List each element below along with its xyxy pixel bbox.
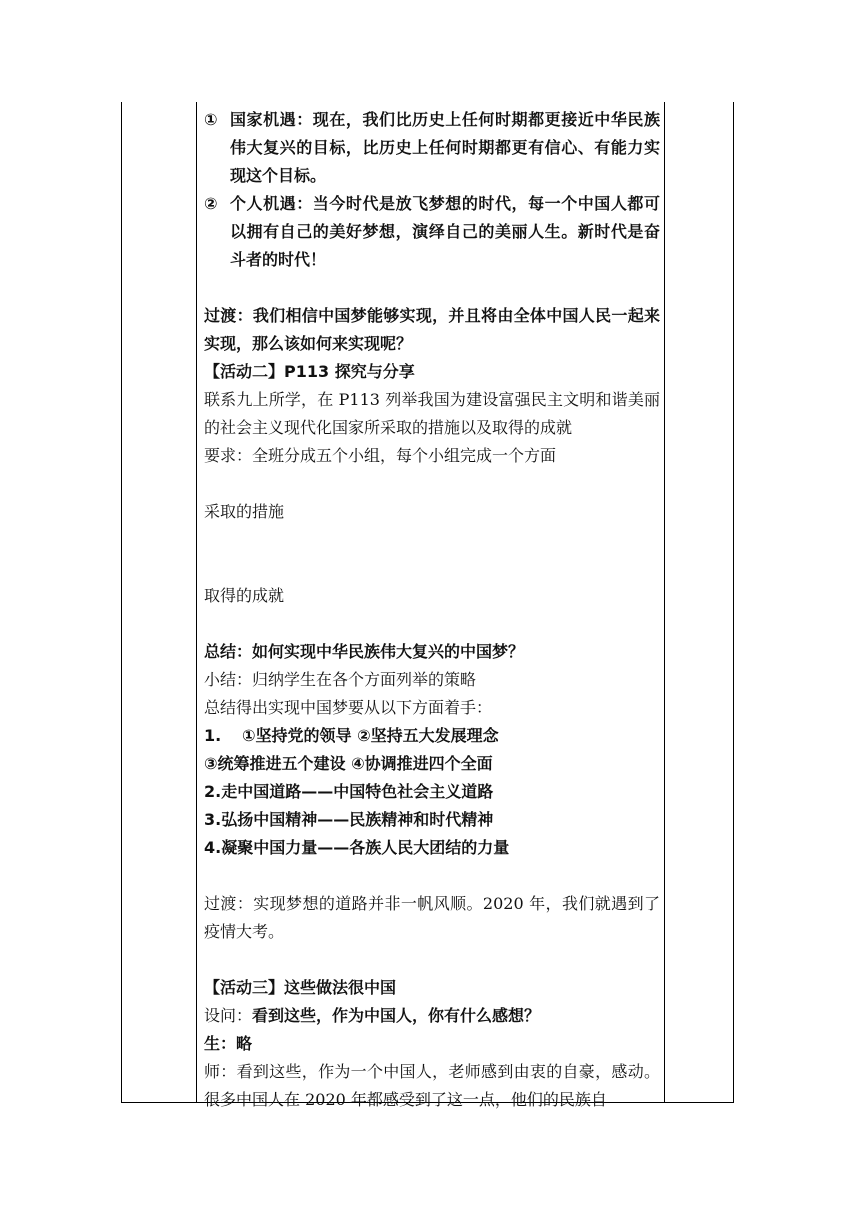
requirement-text: 要求：全班分成五个小组，每个小组完成一个方面 <box>204 446 557 465</box>
summary-lead: 总结得出实现中国梦要从以下方面着手： <box>204 698 493 717</box>
item-number: ② <box>204 194 218 213</box>
item-text: 个人机遇：当今时代是放飞梦想的时代，每一个中国人都可以拥有自己的美好梦想，演绎自己的美丽人生。新时代是奋斗者的时代！ <box>230 194 660 269</box>
question-label: 设问： <box>204 1006 253 1025</box>
point-1b-text: ③统筹推进五个建设 ④协调推进四个全面 <box>204 754 493 773</box>
student-response: 生：略 <box>204 1034 253 1053</box>
numbered-item-2 <box>204 190 660 274</box>
point-2-text: 2.走中国道路——中国特色社会主义道路 <box>204 782 494 801</box>
item-text: 国家机遇：现在，我们比历史上任何时期都更接近中华民族伟大复兴的目标，比历史上任何时期都更有信心、有能力实现这个目标。 <box>230 110 660 185</box>
lesson-content-cell <box>204 106 660 1114</box>
point-1 <box>204 722 660 750</box>
point-4-text: 4.凝聚中国力量——各族人民大团结的力量 <box>204 838 510 857</box>
question-text: 看到这些，作为中国人，你有什么感想？ <box>252 1006 541 1025</box>
point-3-text: 3.弘扬中国精神——民族精神和时代精神 <box>204 810 494 829</box>
activity-three-title: 【活动三】这些做法很中国 <box>204 978 397 997</box>
table-divider-1 <box>196 102 197 1103</box>
table-border-left <box>121 102 122 1103</box>
transition-text-2: 过渡：实现梦想的道路并非一帆风顺。2020 年，我们就遇到了疫情大考。 <box>204 894 660 941</box>
activity-two-description: 联系九上所学，在 P113 列举我国为建设富强民主文明和谐美丽的社会主义现代化国家所采取的措施以及取得的成就 <box>204 390 660 437</box>
item-number: ① <box>204 110 218 129</box>
summary-question: 总结：如何实现中华民族伟大复兴的中国梦？ <box>204 642 525 661</box>
numbered-item-1 <box>204 106 660 190</box>
table-border-right <box>733 102 734 1103</box>
point-1a-text: ①坚持党的领导 ②坚持五大发展理念 <box>242 726 499 745</box>
point-number: 1. <box>204 726 222 745</box>
teacher-response: 师：看到这些，作为一个中国人，老师感到由衷的自豪，感动。很多中国人在 2020 年都感受到了这一点，他们的民族自 <box>204 1062 660 1109</box>
transition-text: 过渡：我们相信中国梦能够实现，并且将由全体中国人民一起来实现，那么该如何来实现呢？ <box>204 306 660 353</box>
question-line <box>204 1002 660 1030</box>
table-divider-2 <box>664 102 665 1103</box>
activity-two-title: 【活动二】P113 探究与分享 <box>204 362 415 381</box>
mini-summary: 小结：归纳学生在各个方面列举的策略 <box>204 670 477 689</box>
achievements-label: 取得的成就 <box>204 586 285 605</box>
measures-label: 采取的措施 <box>204 502 285 521</box>
